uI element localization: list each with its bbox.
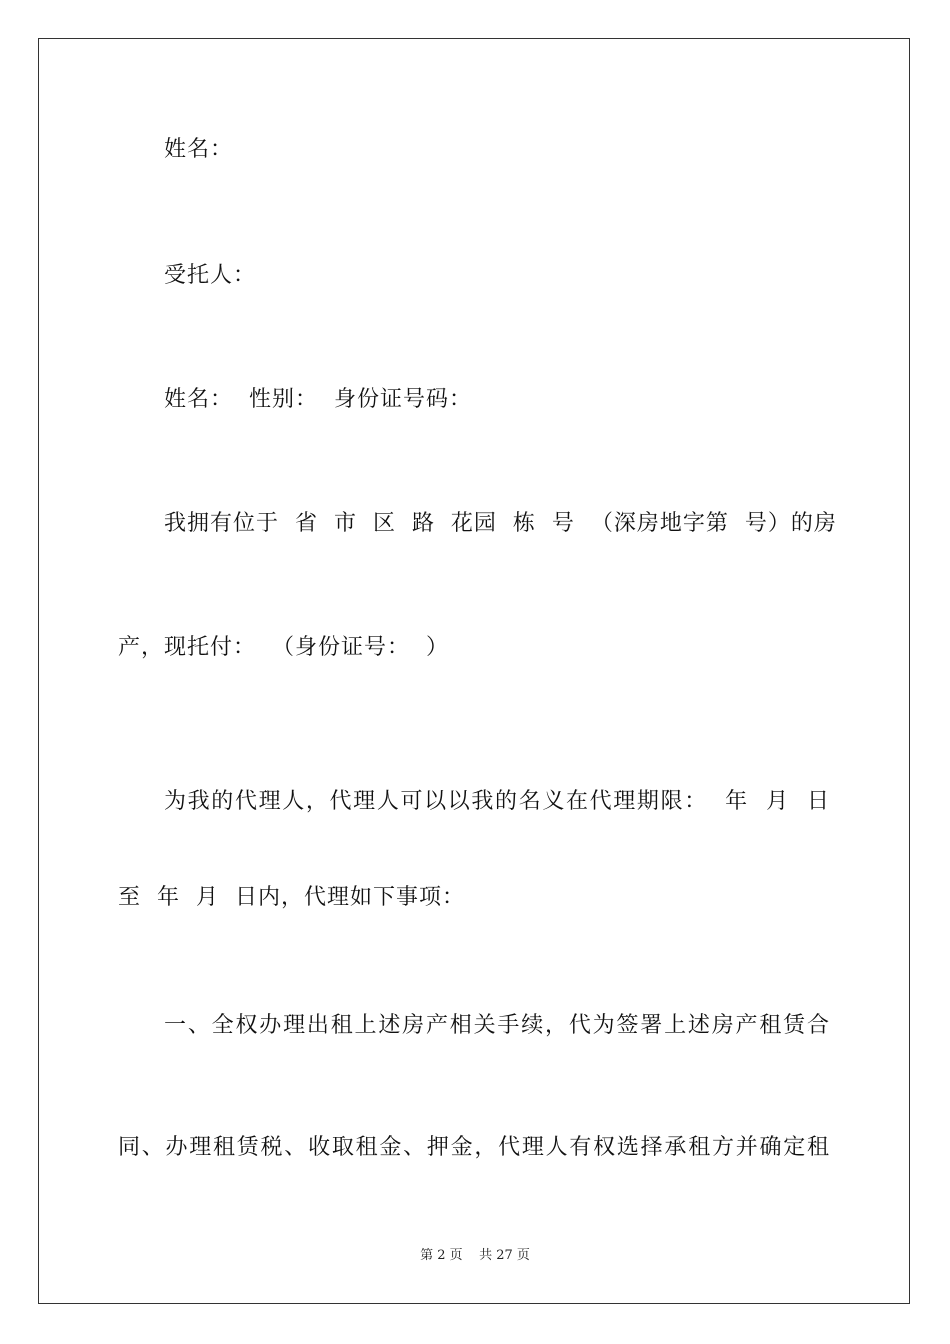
item-one-line-1: 一、全权办理出租上述房产相关手续，代为签署上述房产租赁合 (164, 1013, 830, 1038)
item-one-line-2: 同、办理租赁税、收取租金、押金，代理人有权选择承租方并确定租 (118, 1135, 830, 1160)
page-number-footer: 第 2 页 共 27 页 (420, 1248, 530, 1263)
agent-heading: 受托人： (164, 263, 257, 288)
agent-details-line: 姓名： 性别： 身份证号码： (164, 387, 472, 412)
property-statement-line-2: 产，现托付： （身份证号： ） (118, 635, 449, 660)
property-statement-line-1: 我拥有位于 省 市 区 路 花园 栋 号 （深房地字第 号）的房 (164, 511, 837, 536)
agency-period-line-2: 至 年 月 日内，代理如下事项： (118, 885, 465, 910)
page-border (38, 38, 910, 1304)
principal-name-label: 姓名： (164, 137, 234, 162)
agency-period-line-1: 为我的代理人，代理人可以以我的名义在代理期限： 年 月 日 (164, 789, 830, 814)
